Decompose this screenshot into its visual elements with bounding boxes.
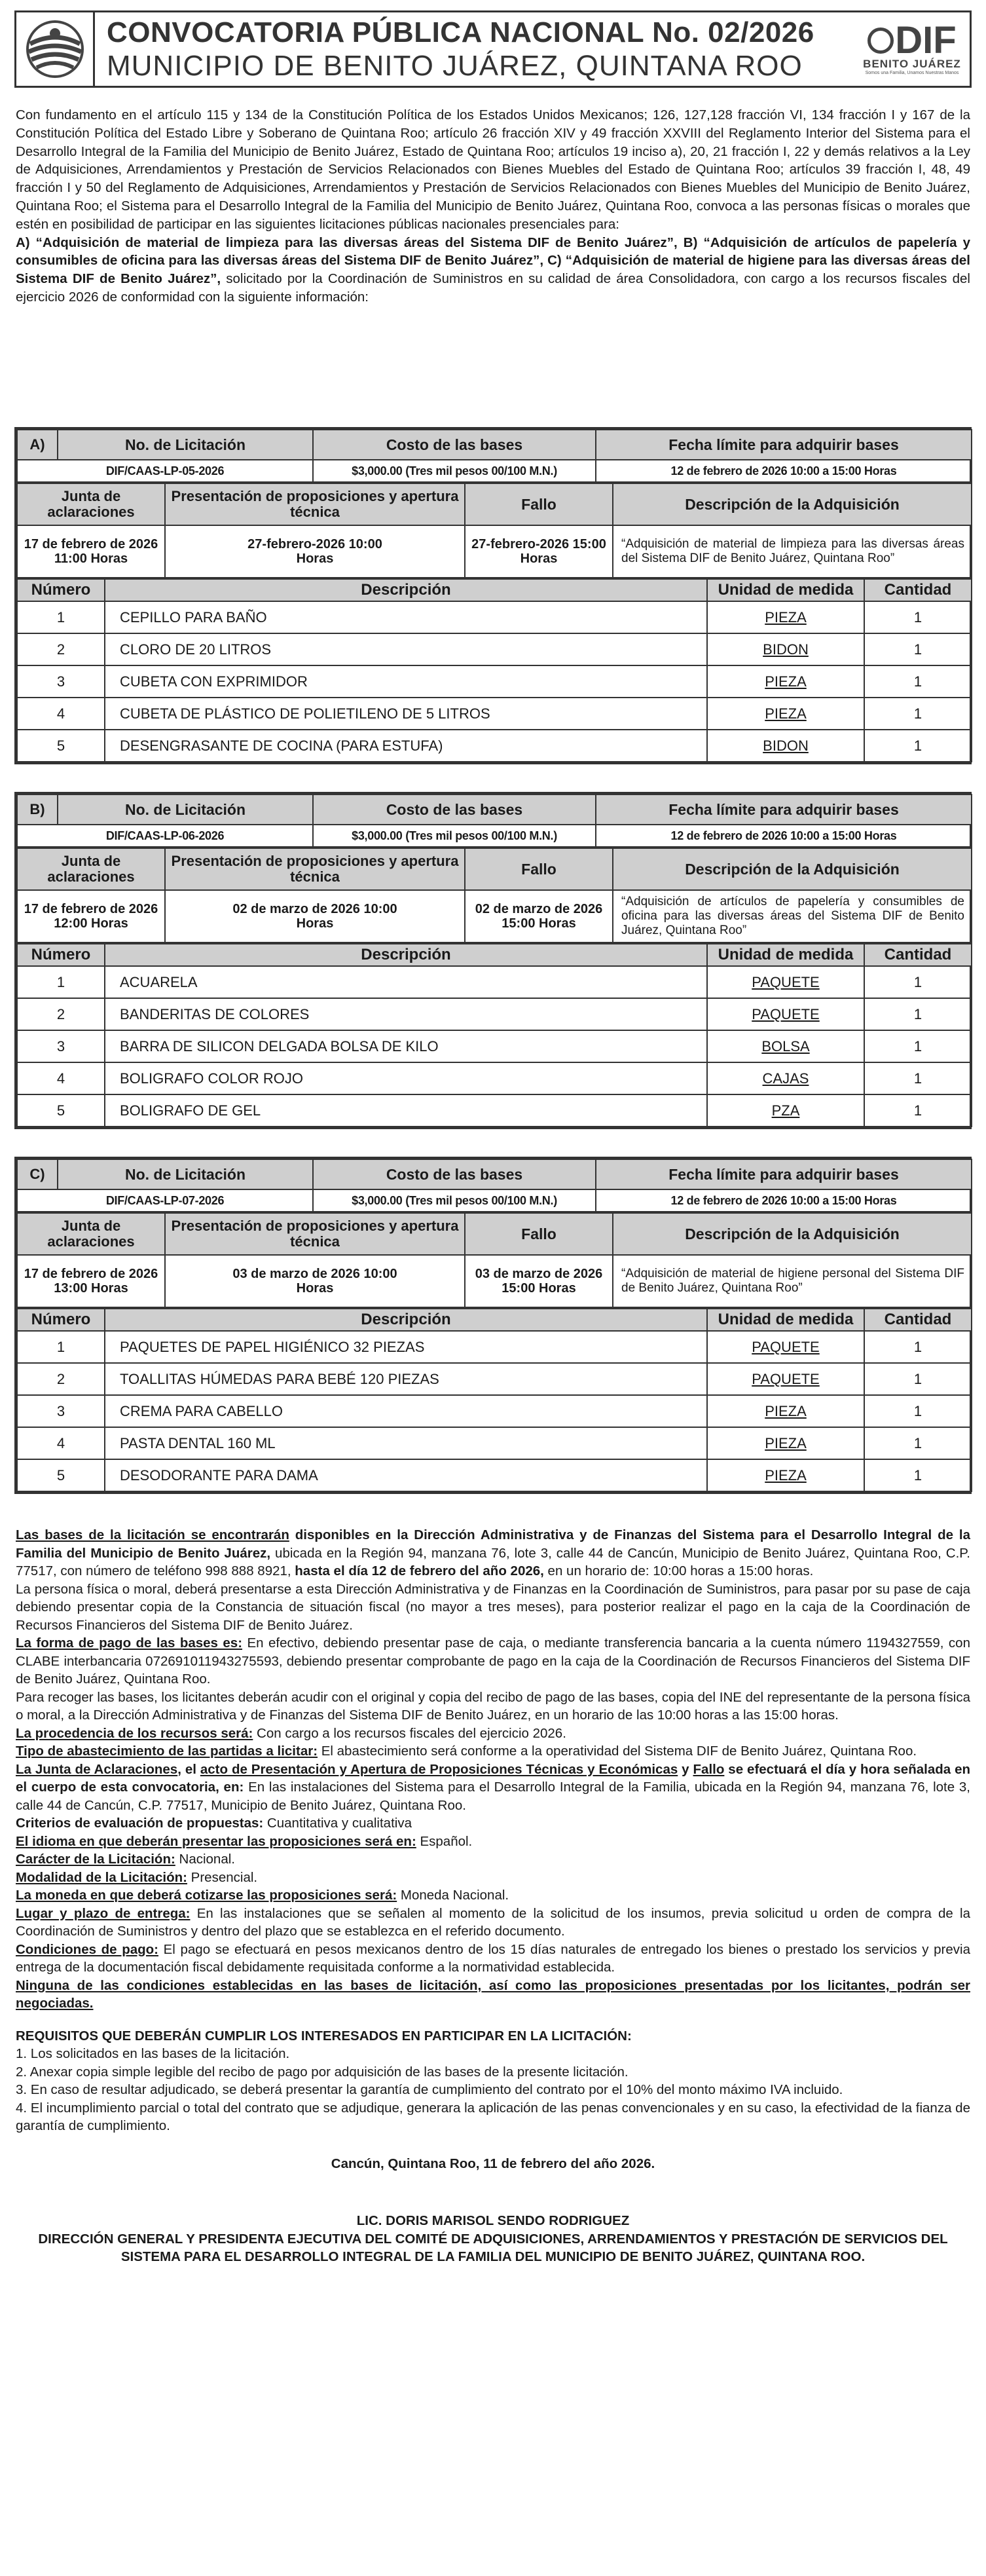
licitacion-value: DIF/CAAS-LP-06-2026 (17, 825, 313, 847)
item-unit: PIEZA (707, 601, 864, 633)
item-number: 4 (17, 1062, 105, 1094)
lot-letter: A) (17, 430, 58, 460)
idioma-text: Español. (416, 1833, 473, 1849)
licitacion-value: DIF/CAAS-LP-05-2026 (17, 460, 313, 482)
pago-lead: La forma de pago de las bases es: (16, 1635, 243, 1651)
table-row (17, 698, 972, 730)
item-unit: PZA (707, 1094, 864, 1127)
item-quantity: 1 (864, 730, 972, 762)
table-row (17, 1094, 972, 1127)
costo-header: Costo de las bases (313, 794, 596, 825)
lugar-text: En las instalaciones que se señalen al momento de la solicitud de los insumos, previa solicitud u orden de compra de la Coordinación de Suministros y dentro del plazo que se establezca en el referido documento. (16, 1905, 970, 1939)
criterios-paragraph (16, 1814, 970, 1833)
junta-fallo: Fallo (693, 1761, 725, 1777)
lot-dates-table (16, 1212, 972, 1308)
item-description: BOLIGRAFO COLOR ROJO (105, 1062, 707, 1094)
table-row (17, 1363, 972, 1395)
unidad-header: Unidad de medida (707, 1309, 864, 1331)
item-quantity: 1 (864, 998, 972, 1030)
lot-letter: C) (17, 1159, 58, 1189)
lot-header-table (16, 794, 972, 848)
item-unit: BOLSA (707, 1030, 864, 1062)
table-row (17, 1331, 972, 1363)
bases-end: en un horario de: 10:00 horas a 15:00 horas. (543, 1563, 814, 1578)
table-row (17, 1030, 972, 1062)
costo-value: $3,000.00 (Tres mil pesos 00/100 M.N.) (313, 460, 596, 482)
junta-bold: se efectuará el día y hora señalada en el cuerpo de esta convocatoria, en: (16, 1761, 971, 1795)
item-description: DESENGRASANTE DE COCINA (PARA ESTUFA) (105, 730, 707, 762)
page-title: CONVOCATORIA PÚBLICA NACIONAL No. 02/2026 (107, 16, 814, 48)
ninguna-paragraph: Ninguna de las condiciones establecidas en las bases de licitación, así como las proposiciones presentadas por los licitantes, podrán ser negociadas. (16, 1977, 970, 2011)
condiciones-text: El pago se efectuará en pesos mexicanos dentro de los 15 días naturales de entregado los bienes o prestado los servicios y previa entrega de la documentación fiscal debidamente requisitada conforme a la normatividad establecida. (16, 1941, 970, 1975)
persona-paragraph: La persona física o moral, deberá presentarse a esta Dirección Administrativa y de Finanzas en la Coordinación de Suministros, para pasar por su pase de caja debiendo presentar copia de la Constancia de situación fiscal (no mayor a tres meses), para posterior realizar el pago en la caja de la Coordinación de Recursos Financieros del Sistema DIF de Benito Juárez. (16, 1581, 970, 1633)
item-unit: BIDON (707, 730, 864, 762)
fallo-value: 27-febrero-2026 15:00 Horas (465, 525, 613, 578)
item-unit: PIEZA (707, 1459, 864, 1491)
item-description: CEPILLO PARA BAÑO (105, 601, 707, 633)
caracter-lead: Carácter de la Licitación: (16, 1852, 175, 1867)
item-unit: PAQUETE (707, 998, 864, 1030)
page-subtitle: MUNICIPIO DE BENITO JUÁREZ, QUINTANA ROO (107, 50, 803, 82)
junta-header: Junta de aclaraciones (17, 483, 165, 525)
item-unit: PIEZA (707, 1395, 864, 1427)
fallo-header: Fallo (465, 1213, 613, 1255)
fecha-limite-header: Fecha límite para adquirir bases (596, 1159, 972, 1189)
fecha-limite-value: 12 de febrero de 2026 10:00 a 15:00 Horas (596, 460, 972, 482)
item-description: BOLIGRAFO DE GEL (105, 1094, 707, 1127)
idioma-paragraph (16, 1833, 970, 1851)
table-row (17, 998, 972, 1030)
item-description: CUBETA CON EXPRIMIDOR (105, 665, 707, 698)
dif-logo-text: DIF (895, 18, 957, 62)
signer-name: LIC. DORIS MARISOL SENDO RODRIGUEZ (356, 2213, 630, 2228)
item-description: DESODORANTE PARA DAMA (105, 1459, 707, 1491)
item-quantity: 1 (864, 633, 972, 665)
numero-header: Número (17, 1309, 105, 1331)
intro-lots-bold: A) “Adquisición de material de limpieza para las diversas áreas del Sistema DIF de Benito Juárez”, B) “Adquisición de artículos de papelería y consumibles de oficina para las diversas áreas del Sistema DIF de Benito Juárez”, C) “Adquisición de material de higiene para las diversas áreas del Sistema DIF de Benito Juárez”, (16, 234, 970, 287)
fallo-value: 03 de marzo de 2026 15:00 Horas (465, 1255, 613, 1307)
lot-letter: B) (17, 794, 58, 825)
procedencia-paragraph (16, 1725, 970, 1743)
descripcion-adquisicion-value: “Adquisición de material de limpieza para las diversas áreas del Sistema DIF de Benito Juárez, Quintana Roo” (613, 525, 972, 578)
item-quantity: 1 (864, 1459, 972, 1491)
table-row (17, 1427, 972, 1459)
requisito-2: 2. Anexar copia simple legible del recibo de pago por adquisición de las bases de la presente licitación. (16, 2064, 629, 2080)
fecha-limite-value: 12 de febrero de 2026 10:00 a 15:00 Horas (596, 1189, 972, 1212)
junta-acto: acto de Presentación y Apertura de Proposiciones Técnicas y Económicas (200, 1761, 678, 1777)
fallo-header: Fallo (465, 483, 613, 525)
bases-paragraph (16, 1526, 970, 1580)
item-unit: PIEZA (707, 698, 864, 730)
item-quantity: 1 (864, 1331, 972, 1363)
lot-block (14, 1157, 972, 1494)
item-quantity: 1 (864, 1030, 972, 1062)
lot-header-table (16, 429, 972, 483)
bases-lead: Las bases de la licitación se encontrarán (16, 1527, 289, 1542)
descripcion-adquisicion-header: Descripción de la Adquisición (613, 1213, 972, 1255)
dif-logo (854, 12, 970, 86)
lot-block (14, 427, 972, 764)
cantidad-header: Cantidad (864, 1309, 972, 1331)
dif-logo-icon (867, 28, 894, 54)
criterios-text: Cuantitativa y cualitativa (263, 1816, 412, 1831)
item-quantity: 1 (864, 1363, 972, 1395)
costo-value: $3,000.00 (Tres mil pesos 00/100 M.N.) (313, 1189, 596, 1212)
table-row (17, 601, 972, 633)
fecha-limite-header: Fecha límite para adquirir bases (596, 430, 972, 460)
municipality-logo-icon (16, 12, 95, 86)
bases-deadline: hasta el día 12 de febrero del año 2026, (291, 1563, 544, 1578)
item-number: 5 (17, 730, 105, 762)
intro-text (16, 106, 970, 307)
item-description: BANDERITAS DE COLORES (105, 998, 707, 1030)
dif-logo-word (867, 18, 957, 62)
lot-header-table (16, 1159, 972, 1212)
intro-paragraph: Con fundamento en el artículo 115 y 134 de la Constitución Política de los Estados Unidos Mexicanos; 126, 127,128 fracción VI, 134 fracción I y 167 de la Constitución Política del Estado Libre y Soberano de Quintana Roo; artículo 26 fracción XIV y 49 fracción XXVIII del Reglamento Interior del Sistema para el Desarrollo Integral de la Familia del Municipio de Benito Juárez, Estado de Quintana Roo; artículos 19 inciso a), 20, 21 fracción I, 22 y demás relativos a la Ley de Adquisiciones, Arrendamientos y Prestación de Servicios Relacionados con Bienes Muebles del Estado de Quintana Roo; artículos 39 fracción I, 48, 49 fracción I y 50 del Reglamento de Adquisiciones, Arrendamientos y Prestación de Servicios Relacionados con Bienes Muebles del Municipio de Benito Juárez, Quintana Roo; el Sistema para el Desarrollo Integral de la Familia del Municipio de Benito Juárez, Quintana Roo, convoca a las personas físicas o morales que estén en posibilidad de participar en las siguientes licitaciones públicas nacionales presenciales para: (16, 107, 970, 232)
table-row (17, 966, 972, 998)
junta-text: En las instalaciones del Sistema para el Desarrollo Integral de la Familia, ubicada en la Región 94, manzana 76, lote 3, calle 44 de Cancún, C.P. 77517, Municipio de Benito Juárez, Quintana Roo. (16, 1780, 970, 1813)
junta-value: 17 de febrero de 2026 12:00 Horas (17, 890, 165, 943)
descripcion-adquisicion-value: “Adquisición de artículos de papelería y consumibles de oficina para las diversas áreas del Sistema DIF de Benito Juárez, Quintana Roo” (613, 890, 972, 943)
descripcion-adquisicion-header: Descripción de la Adquisición (613, 848, 972, 890)
junta-paragraph (16, 1761, 970, 1815)
item-unit: BIDON (707, 633, 864, 665)
licitacion-header: No. de Licitación (58, 1159, 313, 1189)
recoger-paragraph: Para recoger las bases, los licitantes deberán acudir con el original y copia del recibo de pago de las bases, copia del INE del representante de la persona física o moral, a la Dirección Administrativa y de Finanzas del Sistema DIF de Benito Juárez, en un horario de las 10:00 horas a las 15:00 horas. (16, 1689, 970, 1723)
item-quantity: 1 (864, 1395, 972, 1427)
item-number: 4 (17, 1427, 105, 1459)
intro-lots-paragraph (16, 234, 970, 307)
item-number: 2 (17, 1363, 105, 1395)
intro-lots-rest: solicitado por la Coordinación de Suministros en su calidad de área Consolidadora, con cargo a los recursos fiscales del ejercicio 2026 de conformidad con la siguiente información: (16, 271, 970, 305)
requisitos-title: REQUISITOS QUE DEBERÁN CUMPLIR LOS INTERESADOS EN PARTICIPAR EN LA LICITACIÓN: (16, 2028, 632, 2044)
costo-header: Costo de las bases (313, 1159, 596, 1189)
table-row (17, 1062, 972, 1094)
item-quantity: 1 (864, 665, 972, 698)
modalidad-paragraph (16, 1869, 970, 1887)
tipo-text: El abastecimiento será conforme a la operatividad del Sistema DIF de Benito Juárez, Quintana Roo. (318, 1744, 917, 1759)
dif-logo-tagline: Somos una Familia, Unamos Nuestras Manos (865, 70, 959, 75)
bases-mid: ubicada en la Región 94, manzana 76, lote 3, calle 44 de Cancún, Municipio de Benito Juárez, Quintana Roo, C.P. 77517, con número de teléfono 998 888 8921, (16, 1545, 970, 1578)
items-table (16, 1308, 972, 1492)
tipo-lead: Tipo de abastecimiento de las partidas a licitar: (16, 1744, 318, 1759)
presentacion-value: 03 de marzo de 2026 10:00 Horas (165, 1255, 465, 1307)
presentacion-header: Presentación de proposiciones y apertura técnica (165, 1213, 465, 1255)
junta-value: 17 de febrero de 2026 13:00 Horas (17, 1255, 165, 1307)
condiciones-paragraph (16, 1941, 970, 1977)
fallo-header: Fallo (465, 848, 613, 890)
junta-lead: La Junta de Aclaraciones (16, 1761, 178, 1777)
lugar-lead: Lugar y plazo de entrega: (16, 1905, 191, 1921)
fecha-limite-value: 12 de febrero de 2026 10:00 a 15:00 Horas (596, 825, 972, 847)
moneda-lead: La moneda en que deberá cotizarse las proposiciones será: (16, 1888, 397, 1903)
item-description: TOALLITAS HÚMEDAS PARA BEBÉ 120 PIEZAS (105, 1363, 707, 1395)
item-quantity: 1 (864, 698, 972, 730)
item-number: 3 (17, 1395, 105, 1427)
item-description: CLORO DE 20 LITROS (105, 633, 707, 665)
descripcion-adquisicion-value: “Adquisición de material de higiene personal del Sistema DIF de Benito Juárez, Quintana Roo” (613, 1255, 972, 1307)
item-description: PAQUETES DE PAPEL HIGIÉNICO 32 PIEZAS (105, 1331, 707, 1363)
item-description: CUBETA DE PLÁSTICO DE POLIETILENO DE 5 LITROS (105, 698, 707, 730)
unidad-header: Unidad de medida (707, 944, 864, 966)
item-quantity: 1 (864, 1427, 972, 1459)
lot-dates-table (16, 848, 972, 943)
lugar-paragraph (16, 1905, 970, 1941)
table-row (17, 730, 972, 762)
table-row (17, 665, 972, 698)
cantidad-header: Cantidad (864, 579, 972, 601)
items-table (16, 578, 972, 762)
item-unit: PAQUETE (707, 966, 864, 998)
moneda-paragraph (16, 1886, 970, 1905)
item-description: ACUARELA (105, 966, 707, 998)
licitacion-value: DIF/CAAS-LP-07-2026 (17, 1189, 313, 1212)
lot-dates-table (16, 483, 972, 578)
item-unit: CAJAS (707, 1062, 864, 1094)
item-number: 3 (17, 665, 105, 698)
presentacion-header: Presentación de proposiciones y apertura técnica (165, 483, 465, 525)
table-row (17, 633, 972, 665)
procedencia-lead: La procedencia de los recursos será: (16, 1725, 253, 1741)
costo-value: $3,000.00 (Tres mil pesos 00/100 M.N.) (313, 825, 596, 847)
item-number: 1 (17, 1331, 105, 1363)
bases-bold: disponibles en la Dirección Administrativa y de Finanzas del Sistema para el Desarrollo Integral de la Familia del Municipio de Benito Juárez, (16, 1527, 970, 1561)
item-number: 5 (17, 1094, 105, 1127)
caracter-text: Nacional. (175, 1852, 235, 1867)
conditions-text (16, 1526, 970, 2266)
junta-y: y (678, 1761, 693, 1777)
item-quantity: 1 (864, 1062, 972, 1094)
item-description: CREMA PARA CABELLO (105, 1395, 707, 1427)
item-number: 3 (17, 1030, 105, 1062)
dif-logo-city: BENITO JUÁREZ (863, 57, 961, 70)
item-unit: PAQUETE (707, 1331, 864, 1363)
modalidad-lead: Modalidad de la Licitación: (16, 1869, 187, 1885)
procedencia-text: Con cargo a los recursos fiscales del ejercicio 2026. (253, 1725, 566, 1741)
item-description: PASTA DENTAL 160 ML (105, 1427, 707, 1459)
closing-date: Cancún, Quintana Roo, 11 de febrero del año 2026. (331, 2156, 655, 2171)
moneda-text: Moneda Nacional. (397, 1888, 509, 1903)
cantidad-header: Cantidad (864, 944, 972, 966)
fecha-limite-header: Fecha límite para adquirir bases (596, 794, 972, 825)
licitacion-header: No. de Licitación (58, 430, 313, 460)
table-row (17, 1395, 972, 1427)
item-number: 2 (17, 998, 105, 1030)
costo-header: Costo de las bases (313, 430, 596, 460)
requisito-3: 3. En caso de resultar adjudicado, se deberá presentar la garantía de cumplimiento del contrato por el 10% del monto máximo IVA incluido. (16, 2082, 843, 2097)
descripcion-adquisicion-header: Descripción de la Adquisición (613, 483, 972, 525)
presentacion-header: Presentación de proposiciones y apertura técnica (165, 848, 465, 890)
item-number: 4 (17, 698, 105, 730)
criterios-lead: Criterios de evaluación de propuestas: (16, 1816, 264, 1831)
descripcion-header: Descripción (105, 1309, 707, 1331)
item-description: BARRA DE SILICON DELGADA BOLSA DE KILO (105, 1030, 707, 1062)
item-number: 5 (17, 1459, 105, 1491)
lot-block (14, 792, 972, 1129)
junta-header: Junta de aclaraciones (17, 1213, 165, 1255)
item-unit: PIEZA (707, 1427, 864, 1459)
condiciones-lead: Condiciones de pago: (16, 1941, 158, 1957)
item-quantity: 1 (864, 966, 972, 998)
junta-value: 17 de febrero de 2026 11:00 Horas (17, 525, 165, 578)
presentacion-value: 27-febrero-2026 10:00 Horas (165, 525, 465, 578)
item-number: 1 (17, 601, 105, 633)
pago-text: En efectivo, debiendo presentar pase de caja, o mediante transferencia bancaria a la cuenta número 1194327559, con CLABE interbancaria 072691011943275593, debiendo presentar comprobante de pago en la caja de la Coordinación de Recursos Financieros del Sistema DIF de Benito Juárez, Quintana Roo. (16, 1635, 970, 1687)
table-row (17, 1459, 972, 1491)
item-unit: PAQUETE (707, 1363, 864, 1395)
item-quantity: 1 (864, 601, 972, 633)
numero-header: Número (17, 579, 105, 601)
requisito-4: 4. El incumplimiento parcial o total del contrato que se adjudique, generara la aplicación de las penas convencionales y en su caso, la efectividad de la fianza de garantía de cumplimiento. (16, 2100, 970, 2133)
signer-title: DIRECCIÓN GENERAL Y PRESIDENTA EJECUTIVA DEL COMITÉ DE ADQUISICIONES, ARRENDAMIENTOS Y PRESTACIÓN DE SERVICIOS DEL SISTEMA PARA EL DESARROLLO INTEGRAL DE LA FAMILIA DEL MUNICIPIO DE BENITO JUÁREZ, QUINTANA ROO. (38, 2231, 948, 2264)
requisito-1: 1. Los solicitados en las bases de la licitación. (16, 2046, 290, 2061)
header-text (95, 16, 854, 83)
item-number: 1 (17, 966, 105, 998)
header-banner (14, 10, 972, 88)
presentacion-value: 02 de marzo de 2026 10:00 Horas (165, 890, 465, 943)
item-unit: PIEZA (707, 665, 864, 698)
idioma-lead: El idioma en que deberán presentar las proposiciones será en: (16, 1833, 416, 1849)
junta-header: Junta de aclaraciones (17, 848, 165, 890)
licitacion-header: No. de Licitación (58, 794, 313, 825)
numero-header: Número (17, 944, 105, 966)
tipo-paragraph (16, 1742, 970, 1761)
item-number: 2 (17, 633, 105, 665)
junta-mid: , el (177, 1761, 200, 1777)
descripcion-header: Descripción (105, 944, 707, 966)
item-quantity: 1 (864, 1094, 972, 1127)
fallo-value: 02 de marzo de 2026 15:00 Horas (465, 890, 613, 943)
items-table (16, 943, 972, 1127)
unidad-header: Unidad de medida (707, 579, 864, 601)
caracter-paragraph (16, 1850, 970, 1869)
descripcion-header: Descripción (105, 579, 707, 601)
modalidad-text: Presencial. (187, 1869, 258, 1885)
pago-paragraph (16, 1634, 970, 1689)
